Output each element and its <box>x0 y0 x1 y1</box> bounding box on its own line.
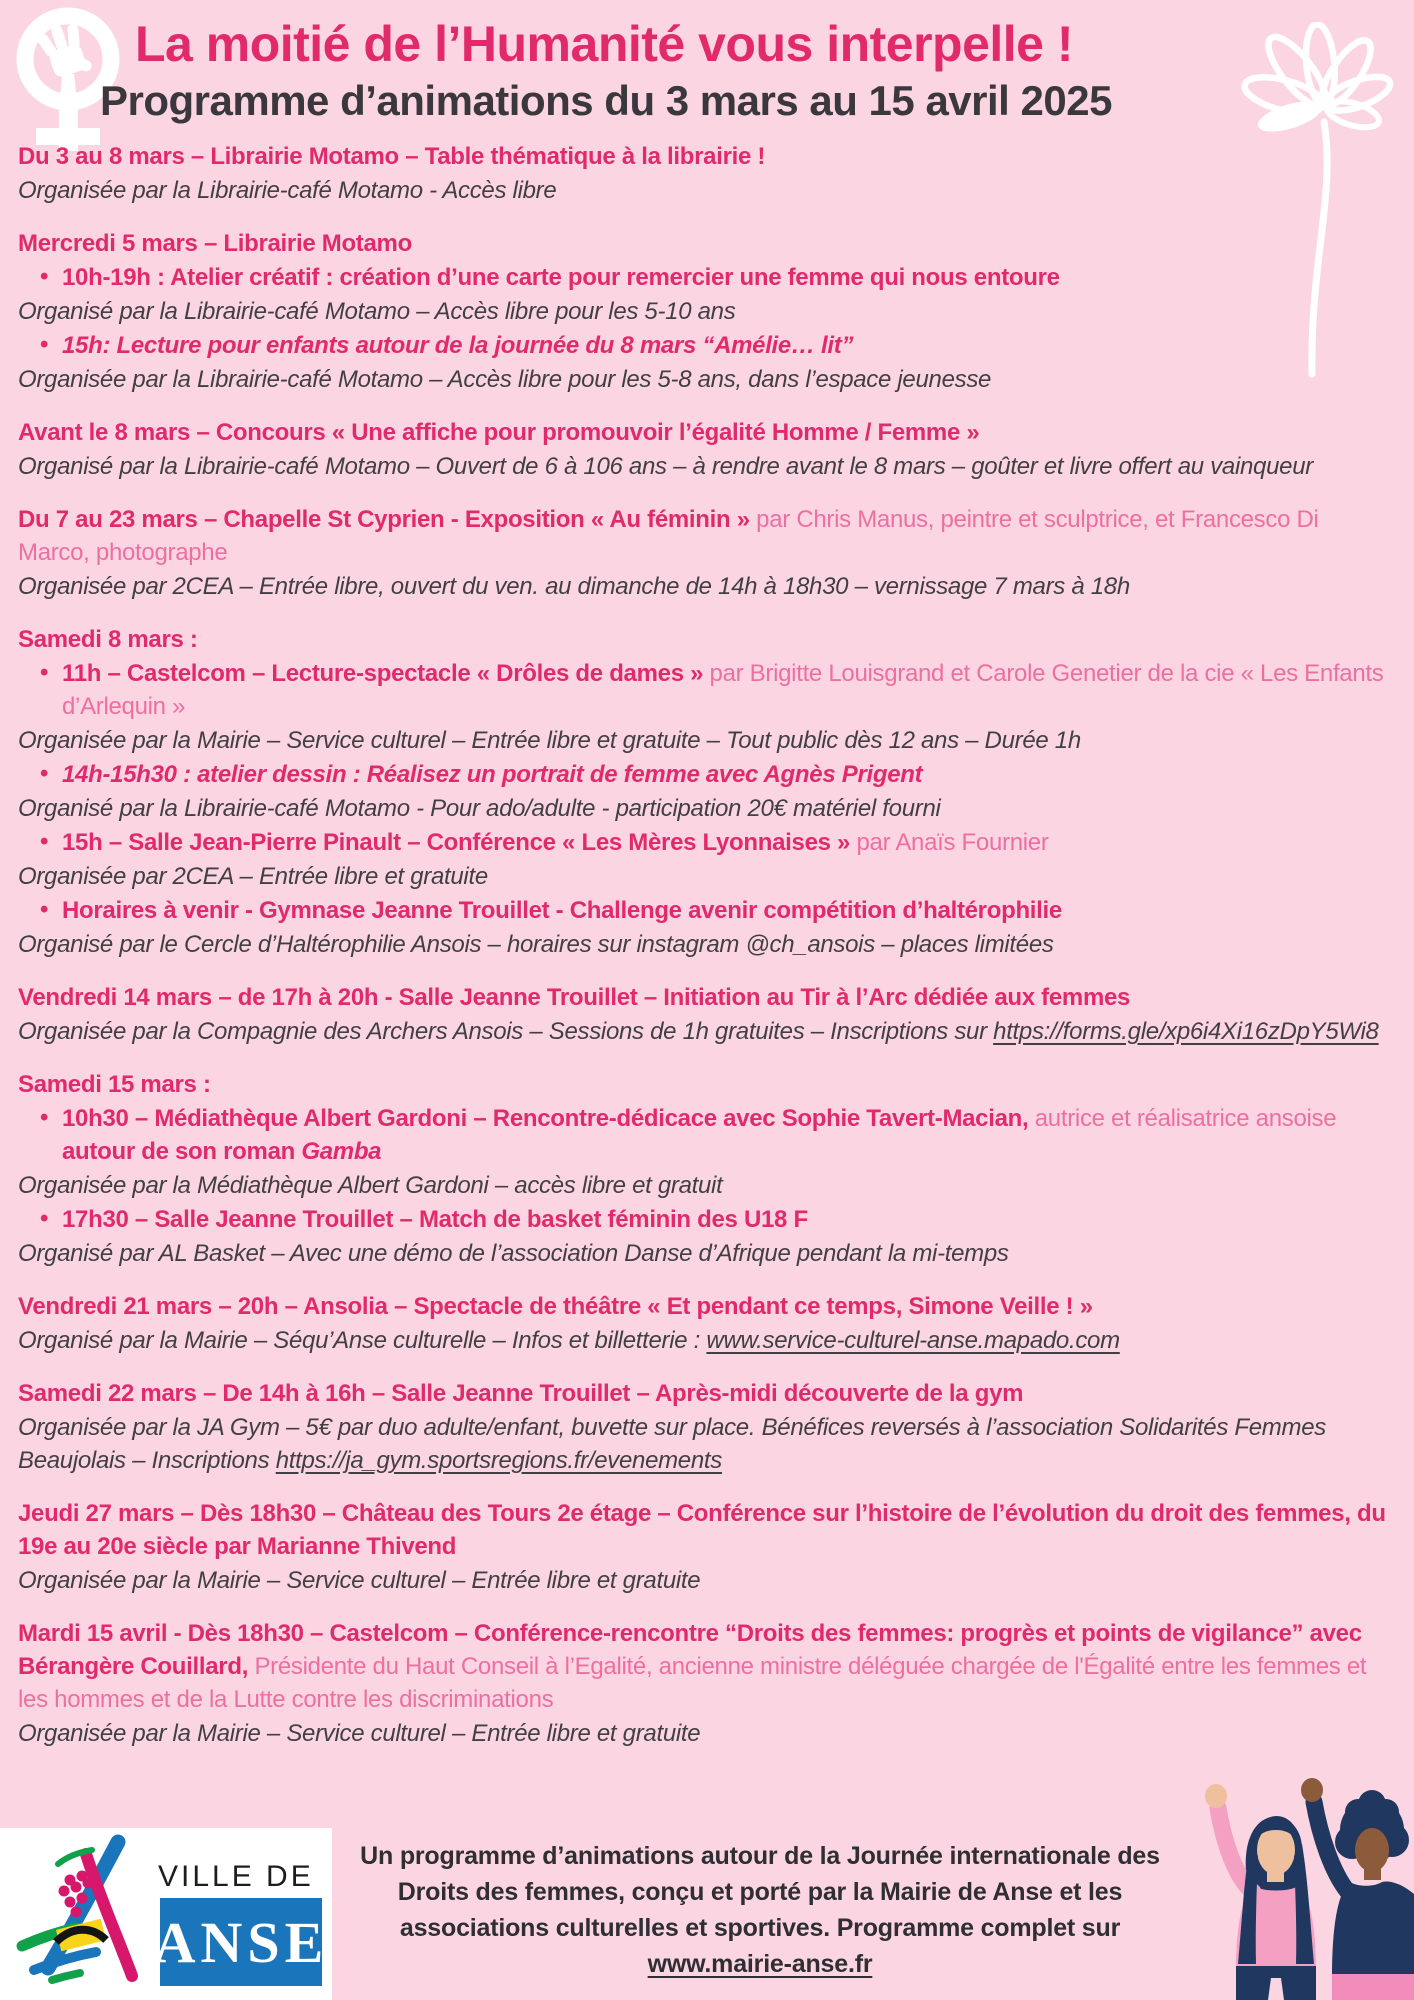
text-run: Horaires à venir - Gymnase Jeanne Trouillet - Challenge avenir compétition d’haltérophilie <box>62 897 1062 924</box>
poster-subtitle: Programme d’animations du 3 mars au 15 avril 2025 <box>100 77 1112 124</box>
text-run: Du 3 au 8 mars – Librairie Motamo – Table thématique à la librairie ! <box>18 143 766 170</box>
text-run: par Anaïs Fournier <box>856 829 1049 856</box>
event-heading <box>18 416 1394 449</box>
text-run: Organisé par la Librairie-café Motamo – Accès libre pour les 5-10 ans <box>18 298 736 325</box>
text-run: 15h – Salle Jean-Pierre Pinault – Conférence « Les Mères Lyonnaises » <box>62 829 857 856</box>
text-run: Organisé par le Cercle d’Haltérophilie Ansois – horaires sur instagram @ch_ansois – places limitées <box>18 931 1054 958</box>
event-heading <box>18 503 1394 569</box>
bullet-dot-icon: • <box>40 828 49 855</box>
event-heading <box>18 1497 1394 1563</box>
text-run: autour de son roman <box>62 1138 302 1165</box>
poster-footer <box>0 1828 1414 2000</box>
logo-ville-de-label: VILLE DE <box>158 1860 314 1893</box>
organizer-line <box>18 1564 1394 1597</box>
text-run: Organisé par AL Basket – Avec une démo de l’association Danse d’Afrique pendant la mi-temps <box>18 1240 1009 1267</box>
text-run: Mercredi 5 mars – Librairie Motamo <box>18 230 412 257</box>
organizer-line <box>18 570 1394 603</box>
text-run: Organisée par 2CEA – Entrée libre, ouvert du ven. au dimanche de 14h à 18h30 – vernissage 7 mars à 18h <box>18 573 1130 600</box>
text-run: 14h-15h30 : atelier dessin : Réalisez un portrait de femme avec Agnès Prigent <box>62 761 923 788</box>
text-run: 10h-19h : Atelier créatif : création d’une carte pour remercier une femme qui nous entoure <box>62 264 1060 291</box>
organizer-line <box>18 363 1394 396</box>
text-run: Du 7 au 23 mars – Chapelle St Cyprien - Exposition « Au féminin » <box>18 506 757 533</box>
organizer-line <box>18 1015 1394 1048</box>
event-bullet <box>18 329 1394 362</box>
bullet-dot-icon: • <box>40 263 49 290</box>
event-heading <box>18 981 1394 1014</box>
text-run: Organisée par la Librairie-café Motamo - Accès libre <box>18 177 557 204</box>
bullet-dot-icon: • <box>40 1205 49 1232</box>
event-section <box>18 1377 1394 1477</box>
organizer-line <box>18 450 1394 483</box>
text-run: Organisée par la Mairie – Service culturel – Entrée libre et gratuite <box>18 1567 701 1594</box>
text-run: Organisée par la Compagnie des Archers Ansois – Sessions de 1h gratuites – Inscriptions sur <box>18 1018 994 1045</box>
organizer-line <box>18 1717 1394 1750</box>
footer-text <box>360 1838 1160 1982</box>
inline-link[interactable]: www.mairie-anse.fr <box>647 1950 873 1978</box>
text-run: Mardi 15 avril - Dès 18h30 – Castelcom – Conférence-rencontre “Droits des femmes: progrès et points de vigilance” avec Bérangère Couillard, <box>18 1620 1362 1680</box>
text-run: Organisée par 2CEA – Entrée libre et gratuite <box>18 863 488 890</box>
text-run: autrice et réalisatrice ansoise <box>1034 1105 1337 1132</box>
event-heading <box>18 227 1394 260</box>
event-heading <box>18 1617 1394 1716</box>
bullet-dot-icon: • <box>40 331 49 358</box>
event-heading <box>18 1290 1394 1323</box>
bullet-dot-icon: • <box>40 1104 49 1131</box>
organizer-line <box>18 1411 1394 1477</box>
bullet-dot-icon: • <box>40 896 49 923</box>
inline-link[interactable]: https://ja_gym.sportsregions.fr/evenements <box>275 1447 722 1474</box>
text-run: Avant le 8 mars – Concours « Une affiche pour promouvoir l’égalité Homme / Femme » <box>18 419 980 446</box>
event-bullet <box>18 1203 1394 1236</box>
events-list <box>0 126 1414 1750</box>
event-heading <box>18 1068 1394 1101</box>
text-run: Samedi 22 mars – De 14h à 16h – Salle Jeanne Trouillet – Après-midi découverte de la gym <box>18 1380 1024 1407</box>
event-section <box>18 1068 1394 1270</box>
organizer-line <box>18 1169 1394 1202</box>
poster-header <box>0 0 1414 126</box>
logo-anse-label: ANSE <box>160 1898 322 1986</box>
organizer-line <box>18 792 1394 825</box>
event-heading <box>18 140 1394 173</box>
event-section <box>18 227 1394 396</box>
event-section <box>18 1617 1394 1750</box>
organizer-line <box>18 1324 1394 1357</box>
text-run: Samedi 8 mars : <box>18 626 198 653</box>
text-run: Organisé par la Librairie-café Motamo - Pour ado/adulte - participation 20€ matériel fourni <box>18 795 941 822</box>
event-heading <box>18 623 1394 656</box>
text-run: 11h – Castelcom – Lecture-spectacle « Drôles de dames » <box>62 660 710 687</box>
inline-link[interactable]: www.service-culturel-anse.mapado.com <box>706 1327 1120 1354</box>
text-run: Organisée par la Mairie – Service culturel – Entrée libre et gratuite – Tout public dès 12 ans – Durée 1h <box>18 727 1081 754</box>
text-run: par Brigitte Louisgrand et Carole Genetier de la cie « Les Enfants d’Arlequin » <box>62 660 1384 720</box>
inline-link[interactable]: https://forms.gle/xp6i4Xi16zDpY5Wi8 <box>993 1018 1379 1045</box>
text-run: Organisée par la Librairie-café Motamo – Accès libre pour les 5-8 ans, dans l’espace jeunesse <box>18 366 992 393</box>
event-heading <box>18 1377 1394 1410</box>
text-run: Vendredi 14 mars – de 17h à 20h - Salle Jeanne Trouillet – Initiation au Tir à l’Arc dédiée aux femmes <box>18 984 1131 1011</box>
event-bullet <box>18 1102 1394 1168</box>
text-run: Organisée par la Médiathèque Albert Gardoni – accès libre et gratuit <box>18 1172 723 1199</box>
bullet-dot-icon: • <box>40 760 49 787</box>
organizer-line <box>18 860 1394 893</box>
event-bullet <box>18 657 1394 723</box>
text-run: 17h30 – Salle Jeanne Trouillet – Match de basket féminin des U18 F <box>62 1206 808 1233</box>
organizer-line <box>18 295 1394 328</box>
text-run: 15h: Lecture pour enfants autour de la journée du 8 mars “Amélie… lit” <box>62 332 854 359</box>
event-section <box>18 140 1394 207</box>
text-run: Organisée par la JA Gym – 5€ par duo adulte/enfant, buvette sur place. Bénéfices reversés à l’association Solidarités Femmes Beaujolais – Inscriptions <box>18 1414 1326 1474</box>
event-section <box>18 623 1394 961</box>
text-run: Organisé par la Librairie-café Motamo – Ouvert de 6 à 106 ans – à rendre avant le 8 mars – goûter et livre offert au vainqueur <box>18 453 1313 480</box>
poster-title: La moitié de l’Humanité vous interpelle ! <box>135 16 1074 72</box>
organizer-line <box>18 928 1394 961</box>
text-run: Jeudi 27 mars – Dès 18h30 – Château des Tours 2e étage – Conférence sur l’histoire de l’évolution du droit des femmes, du 19e au 20e siècle par Marianne Thivend <box>18 1500 1386 1560</box>
event-bullet <box>18 826 1394 859</box>
event-section <box>18 503 1394 603</box>
text-run: Vendredi 21 mars – 20h – Ansolia – Spectacle de théâtre « Et pendant ce temps, Simone Veille ! » <box>18 1293 1093 1320</box>
event-section <box>18 1290 1394 1357</box>
text-run: Un programme d’animations autour de la Journée internationale des Droits des femmes, conçu et porté par la Mairie de Anse et les associations culturelles et sportives. Programme complet sur <box>360 1842 1160 1942</box>
text-run: Samedi 15 mars : <box>18 1071 211 1098</box>
event-bullet <box>18 261 1394 294</box>
organizer-line <box>18 724 1394 757</box>
event-section <box>18 981 1394 1048</box>
text-run: Organisé par la Mairie – Séqu’Anse culturelle – Infos et billetterie : <box>18 1327 707 1354</box>
event-bullet <box>18 894 1394 927</box>
ville-de-anse-logo <box>0 1828 332 2000</box>
bullet-dot-icon: • <box>40 659 49 686</box>
event-section <box>18 1497 1394 1597</box>
event-section <box>18 416 1394 483</box>
event-bullet <box>18 758 1394 791</box>
text-run: par Chris Manus, peintre et sculptrice, et Francesco Di Marco, photographe <box>18 506 1319 566</box>
text-run: Présidente du Haut Conseil à l’Egalité, ancienne ministre déléguée chargée de l'Égalité entre les femmes et les hommes et de la Lutte contre les discriminations <box>18 1653 1367 1713</box>
text-run: Organisée par la Mairie – Service culturel – Entrée libre et gratuite <box>18 1720 701 1747</box>
text-run: 10h30 – Médiathèque Albert Gardoni – Rencontre-dédicace avec Sophie Tavert-Macian, <box>62 1105 1035 1132</box>
organizer-line <box>18 174 1394 207</box>
organizer-line <box>18 1237 1394 1270</box>
text-run: Gamba <box>301 1138 382 1165</box>
